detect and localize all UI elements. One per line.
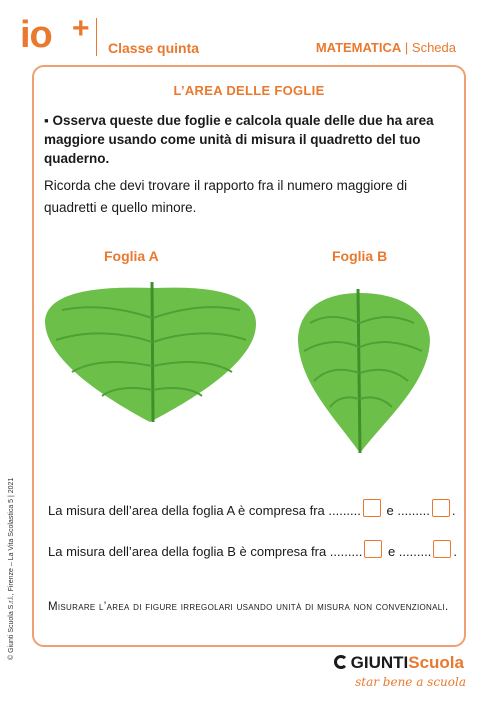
giunti-scuola-logo <box>334 653 464 673</box>
brand-giunti: GIUNTI <box>350 653 409 672</box>
worksheet-frame <box>32 65 466 647</box>
subject-separator: | <box>404 40 409 55</box>
logo-text: io <box>20 14 52 56</box>
brand-tagline: star bene a scuola <box>355 675 466 689</box>
leaf-a-label: Foglia A <box>104 248 159 264</box>
leaf-b-label: Foglia B <box>332 248 388 264</box>
measure-b-end: . <box>453 544 457 559</box>
io-plus-logo <box>20 12 90 56</box>
leaf-a-image <box>42 282 260 432</box>
measure-a-text: La misura dell’area della foglia A è compresa fra ......... <box>48 503 361 518</box>
brand-scuola: Scuola <box>408 653 464 672</box>
reminder-text: Ricorda che devi trovare il rapporto fra il numero maggiore di quadretti e quello minore. <box>44 178 408 215</box>
header-divider <box>96 18 97 56</box>
class-label: Classe quinta <box>108 40 200 56</box>
measure-b-text: La misura dell’area della foglia B è compresa fra ......... <box>48 544 363 559</box>
measure-a-line <box>48 499 456 518</box>
measure-a-end: . <box>451 503 456 518</box>
leaf-b-image <box>296 289 432 459</box>
doc-type: Scheda <box>411 40 456 55</box>
copyright-text: © Giunti Scuola S.r.l., Firenze – La Vita Scolastica 5 | 2021 <box>8 477 15 660</box>
logo-plus: + <box>72 12 90 45</box>
subject-name: MATEMATICA <box>315 40 402 55</box>
giunti-g-icon <box>334 655 348 669</box>
instruction-text: ▪ Osserva queste due foglie e calcola quale delle due ha area maggiore usando come unità di misura il quadretto del tuo quaderno. <box>44 113 434 166</box>
subject-label <box>316 40 456 55</box>
answer-box-a-min[interactable] <box>363 499 381 517</box>
worksheet-title: L’AREA DELLE FOGLIE <box>173 83 325 98</box>
measure-b-and: e ......... <box>387 544 432 559</box>
answer-box-b-min[interactable] <box>364 540 382 558</box>
measure-a-and: e ......... <box>386 503 430 518</box>
answer-box-b-max[interactable] <box>433 540 451 558</box>
answer-box-a-max[interactable] <box>432 499 450 517</box>
learning-objective: Misurare l’area di figure irregolari usando unità di misura non convenzionali. <box>48 601 449 613</box>
measure-b-line <box>48 540 457 559</box>
